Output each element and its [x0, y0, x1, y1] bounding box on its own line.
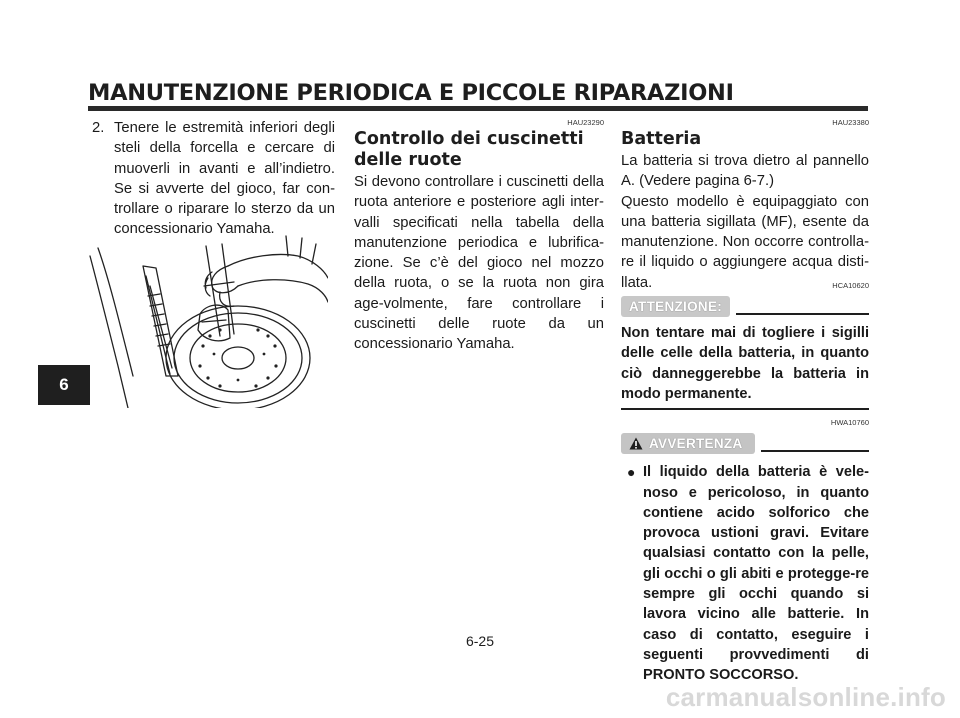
- warning-rule: [761, 450, 869, 452]
- attention-badge: ATTENZIONE:: [621, 296, 730, 317]
- column-left: [92, 118, 335, 240]
- chapter-tab: 6: [38, 365, 90, 405]
- column-right: [621, 118, 869, 686]
- attention-code: HCA10620: [832, 281, 869, 291]
- warning-badge: [621, 433, 755, 454]
- section-title: Controllo dei cuscinetti delle ruote: [354, 129, 584, 170]
- header-rule: [88, 106, 868, 111]
- warning-code: HWA10760: [830, 418, 869, 428]
- step-2: [92, 118, 335, 240]
- attention-header: [621, 296, 869, 317]
- bullet-icon: ●: [627, 464, 636, 481]
- section-title: Batteria: [621, 129, 702, 149]
- step-number: 2.: [92, 120, 105, 136]
- attention-text: Non tentare mai di togliere i sigilli delle celle della batteria, in quanto ciò danneggerebbe la batteria in modo permanente.: [621, 325, 869, 402]
- section-body: Si devono controllare i cuscinetti della ruota anteriore e posteriore agli inter-valli specificati nella tabella della manutenzione periodica e lubrifica-zione. Se c’è del gioco nel mozzo della ruota, o se la ruota non gira age-volmente, fare controllare i cuscinetti delle ruote da un concessionario Yamaha.: [354, 174, 604, 353]
- section-code: HAU23290: [567, 118, 604, 127]
- watermark: carmanualsonline.info: [665, 682, 946, 712]
- section-body: La batteria si trova dietro al pannello A. (Vedere pagina 6-7.) Questo modello è equipaggiato con una batteria sigillata (MF), esente da manutenzione. Non occorre controlla-re il liquido o aggiungere acqua disti-llata.: [621, 153, 869, 291]
- warning-label: AVVERTENZA: [649, 436, 743, 452]
- warning-triangle-icon: [629, 437, 643, 450]
- warning-header: [621, 433, 869, 454]
- fork-check-illustration: [88, 226, 328, 408]
- page-header-title: MANUTENZIONE PERIODICA E PICCOLE RIPARAZIONI: [88, 80, 734, 106]
- warning-text: Il liquido della batteria è vele-noso e pericoloso, in quanto contiene acido solforico che provoca ustioni gravi. Evitare qualsiasi contatto con la pelle, gli occhi o gli abiti e protegge-re sempre gli occhi quando si lavora vicino alle batterie. In caso di contatto, eseguire i seguenti provvedimenti di PRONTO SOCCORSO.: [643, 464, 869, 684]
- attention-box: [621, 317, 869, 410]
- page-number: 6-25: [465, 633, 495, 649]
- warning-item: [621, 462, 869, 685]
- column-middle: [354, 118, 604, 355]
- section-code: HAU23380: [832, 118, 869, 127]
- step-text: Tenere le estremità inferiori degli steli della forcella e cercare di muoverli in avanti e all’indietro. Se si avverte del gioco, far con-trollare o riparare lo sterzo da un concessionario Yamaha.: [114, 120, 335, 238]
- attention-rule: [736, 313, 869, 315]
